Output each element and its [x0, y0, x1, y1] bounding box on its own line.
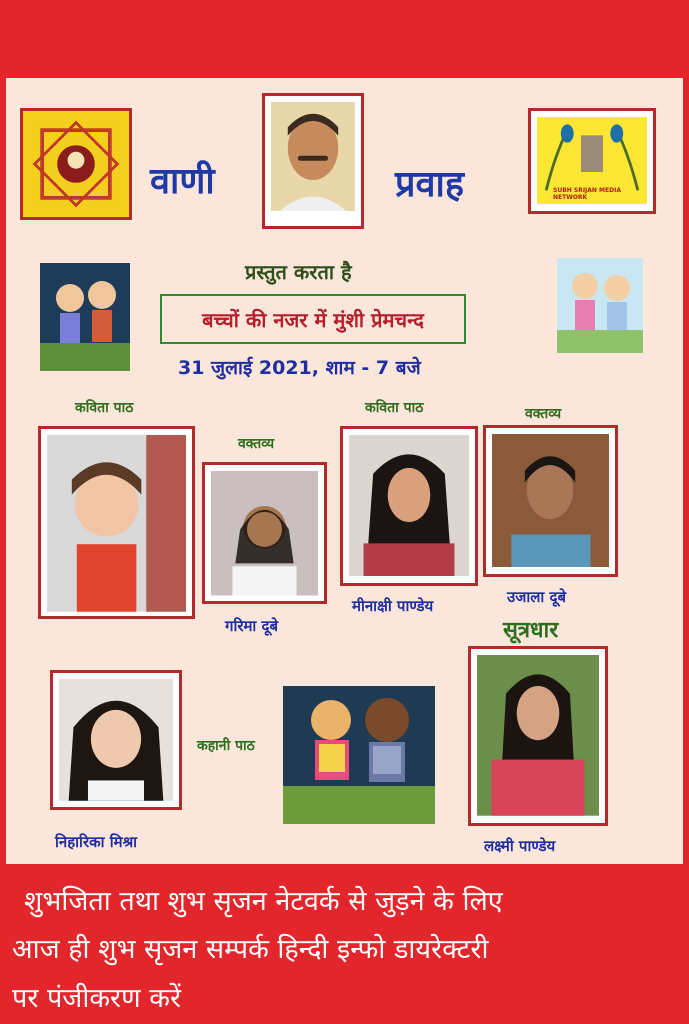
- participant-name-5: निहारिका मिश्रा: [55, 833, 138, 851]
- participant-name-2: मीनाक्षी पाण्डेय: [352, 597, 434, 615]
- backpack-kids-icon: [283, 686, 435, 824]
- title-word-right: प्रवाह: [395, 164, 464, 205]
- premchand-portrait: [262, 93, 364, 229]
- participant-name-3: उजाला दूबे: [507, 588, 567, 606]
- cartoon-girls-icon: [557, 258, 643, 353]
- cartoon-kids-left: [40, 263, 130, 371]
- event-title-box: [160, 294, 466, 344]
- cartoon-kids-icon: [40, 263, 130, 371]
- footer-line-1: शुभजिता तथा शुभ सृजन नेटवर्क से जुड़ने के लिए: [24, 886, 503, 917]
- footer-line-2: आज ही शुभ सृजन सम्पर्क हिन्दी इन्फो डायरेक्टरी: [12, 934, 489, 965]
- participant-name-4: लक्ष्मी पाण्डेय: [484, 837, 556, 855]
- role-label-2: कविता पाठ: [365, 400, 424, 416]
- participant-photo-2: [340, 426, 478, 586]
- portrait-image: [271, 102, 355, 211]
- participant-photo-4: [468, 646, 608, 826]
- child-photo: [211, 471, 318, 596]
- child-photo: [349, 435, 469, 576]
- footer-line-3: पर पंजीकरण करें: [12, 983, 181, 1014]
- title-word-left: वाणी: [150, 161, 215, 202]
- participant-name-1: गरिमा दूबे: [225, 617, 279, 635]
- right-logo-text: SUBH SRIJAN MEDIA NETWORK: [553, 187, 621, 201]
- participant-photo-5: [50, 670, 182, 810]
- role-label-1: वक्तव्य: [238, 436, 275, 452]
- cartoon-kids-right: [557, 258, 643, 353]
- participant-photo-0: [38, 426, 195, 619]
- host-photo: [477, 655, 599, 816]
- role-label-4: सूत्रधार: [503, 618, 559, 643]
- left-logo: [20, 108, 132, 220]
- child-photo: [47, 435, 186, 612]
- child-photo: [59, 679, 173, 801]
- role-label-3: वक्तव्य: [525, 406, 562, 422]
- event-title: बच्चों की नजर में मुंशी प्रेमचन्द: [202, 307, 424, 332]
- participant-photo-3: [483, 425, 618, 577]
- subtitle: प्रस्तुत करता है: [245, 260, 352, 284]
- shubhjita-logo-icon: [29, 117, 123, 211]
- event-datetime: 31 जुलाई 2021, शाम - 7 बजे: [178, 357, 421, 379]
- role-label-5: कहानी पाठ: [197, 738, 255, 754]
- participant-photo-1: [202, 462, 327, 604]
- role-label-0: कविता पाठ: [75, 400, 134, 416]
- cartoon-backpack-kids: [283, 686, 435, 824]
- child-photo: [492, 434, 609, 567]
- right-logo: [528, 108, 656, 214]
